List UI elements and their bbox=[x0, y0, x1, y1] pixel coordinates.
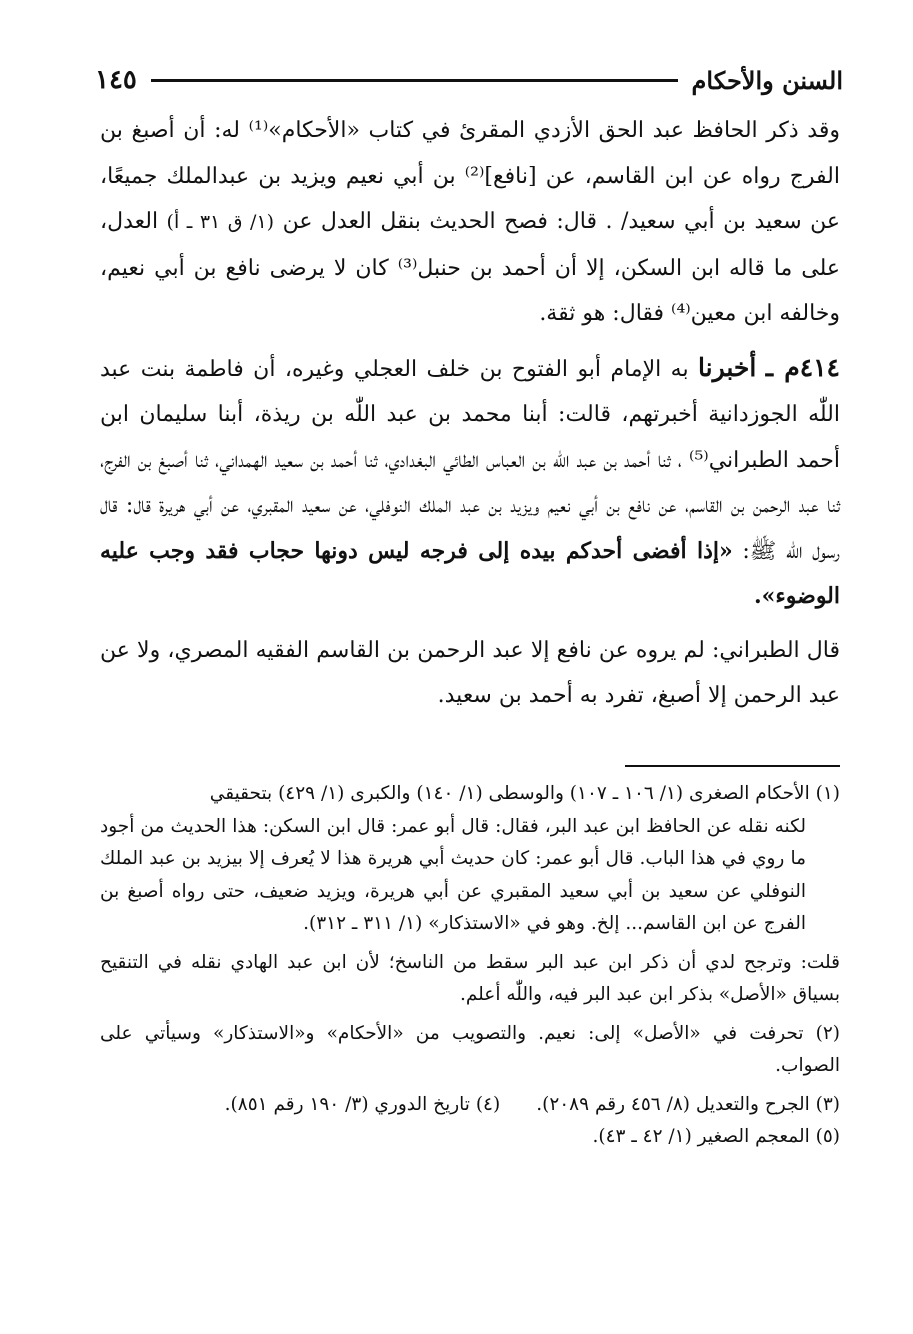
header-rule bbox=[151, 79, 678, 82]
footnote-5: (٥) المعجم الصغير (١/ ٤٢ ـ ٤٣). bbox=[592, 1126, 840, 1147]
paragraph-1-continued: العدل، على ما قاله ابن السكن، إلا أن أحمد بن حنبل⁽³⁾ كان لا يرضى نافع بن أبي نعيم، وخالفه ابن معين⁽⁴⁾ فقال: هو ثقة. bbox=[100, 209, 840, 326]
hadith-matn: «إذا أفضى أحدكم بيده إلى فرجه ليس دونها حجاب فقد وجب عليه الوضوء». bbox=[100, 537, 840, 609]
page-header bbox=[95, 60, 843, 100]
hadith-akhbarana: أخبرنا bbox=[698, 352, 757, 382]
footnote-1-continued: لكنه نقله عن الحافظ ابن عبد البر، فقال: قال أبو عمر: قال ابن السكن: هذا الحديث من أجود ما روي في هذا الباب. قال أبو عمر: كان حديث أبي هريرة هذا لا يُعرف إلا بيزيد بن عبد الملك النوفلي عن سعيد بن أبي سعيد المقبري عن أبي هريرة، ويزيد ضعيف، حتى رواه أصبغ بن الفرج عن ابن القاسم... إلخ. وهو في «الاستذكار» (١/ ٣١١ ـ ٣١٢). bbox=[100, 815, 806, 934]
hadith-number: ٤١٤م ـ bbox=[765, 352, 840, 382]
footnote-separator bbox=[625, 765, 840, 767]
paragraph-1 bbox=[100, 108, 840, 337]
footnote-1: (١) الأحكام الصغرى (١/ ١٠٦ ـ ١٠٧) والوسطى (١/ ١٤٠) والكبرى (١/ ٤٢٩) بتحقيقي bbox=[209, 783, 840, 804]
footnotes bbox=[100, 778, 840, 1154]
paragraph-1-text: وقد ذكر الحافظ عبد الحق الأزدي المقرئ في كتاب «الأحكام»⁽¹⁾ له: أن أصبغ بن الفرج رواه عن ابن القاسم، عن [نافع]⁽²⁾ بن أبي نعيم ويزيد بن عبدالملك جميعًا، عن سعيد بن أبي سعيد/ . قال: فصح الحديث بنقل العدل عن bbox=[100, 118, 841, 234]
footnotes-3-4 bbox=[100, 1089, 840, 1122]
footnote-4: (٤) تاريخ الدوري (٣/ ١٩٠ رقم ٨٥١). bbox=[224, 1093, 501, 1115]
margin-reference: (١/ ق ٣١ ـ أ) bbox=[166, 211, 275, 233]
main-text bbox=[100, 108, 840, 719]
footnote-qultu: قلت: وترجح لدي أن ذكر ابن عبد البر سقط من الناسخ؛ لأن ابن عبد الهادي نقله في التنقيح بسياق «الأصل» بذكر ابن عبد البر فيه، واللّٰه أعلم. bbox=[100, 951, 840, 1005]
hadith-paragraph bbox=[100, 345, 840, 620]
footnote-2: (٢) تحرفت في «الأصل» إلى: نعيم. والتصويب من «الأحكام» و«الاستذكار» وسيأتي على الصواب. bbox=[100, 1022, 840, 1076]
running-title: السنن والأحكام bbox=[691, 65, 843, 95]
hadith-chain: به الإمام أبو الفتوح بن خلف العجلي وغيره، أن فاطمة بنت عبد اللّٰه الجوزدانية أخبرتهم، قالت: أبنا محمد بن عبد اللّٰه بن ريذة، أبنا سليمان ابن أحمد الطبراني⁽⁵⁾ ، ثنا أحمد بن عبد اللّٰه بن العباس الطائي البغدادي، ثنا أحمد بن سعيد الهمداني، ثنا أصبغ بن الفرج، ثنا عبد الرحمن بن القاسم، عن نافع بن أبي نعيم ويزيد بن عبد الملك النوفلي، عن سعيد المقبري، عن أبي هريرة قال: قال رسول اللّٰه ﷺ: bbox=[100, 356, 841, 564]
footnote-3: (٣) الجرح والتعديل (٨/ ٤٥٦ رقم ٢٠٨٩). bbox=[536, 1093, 840, 1115]
page-number: ١٤٥ bbox=[95, 65, 137, 95]
paragraph-3: قال الطبراني: لم يروه عن نافع إلا عبد الرحمن بن القاسم الفقيه المصري، ولا عن عبد الرحمن إلا أصبغ، تفرد به أحمد بن سعيد. bbox=[100, 637, 840, 708]
